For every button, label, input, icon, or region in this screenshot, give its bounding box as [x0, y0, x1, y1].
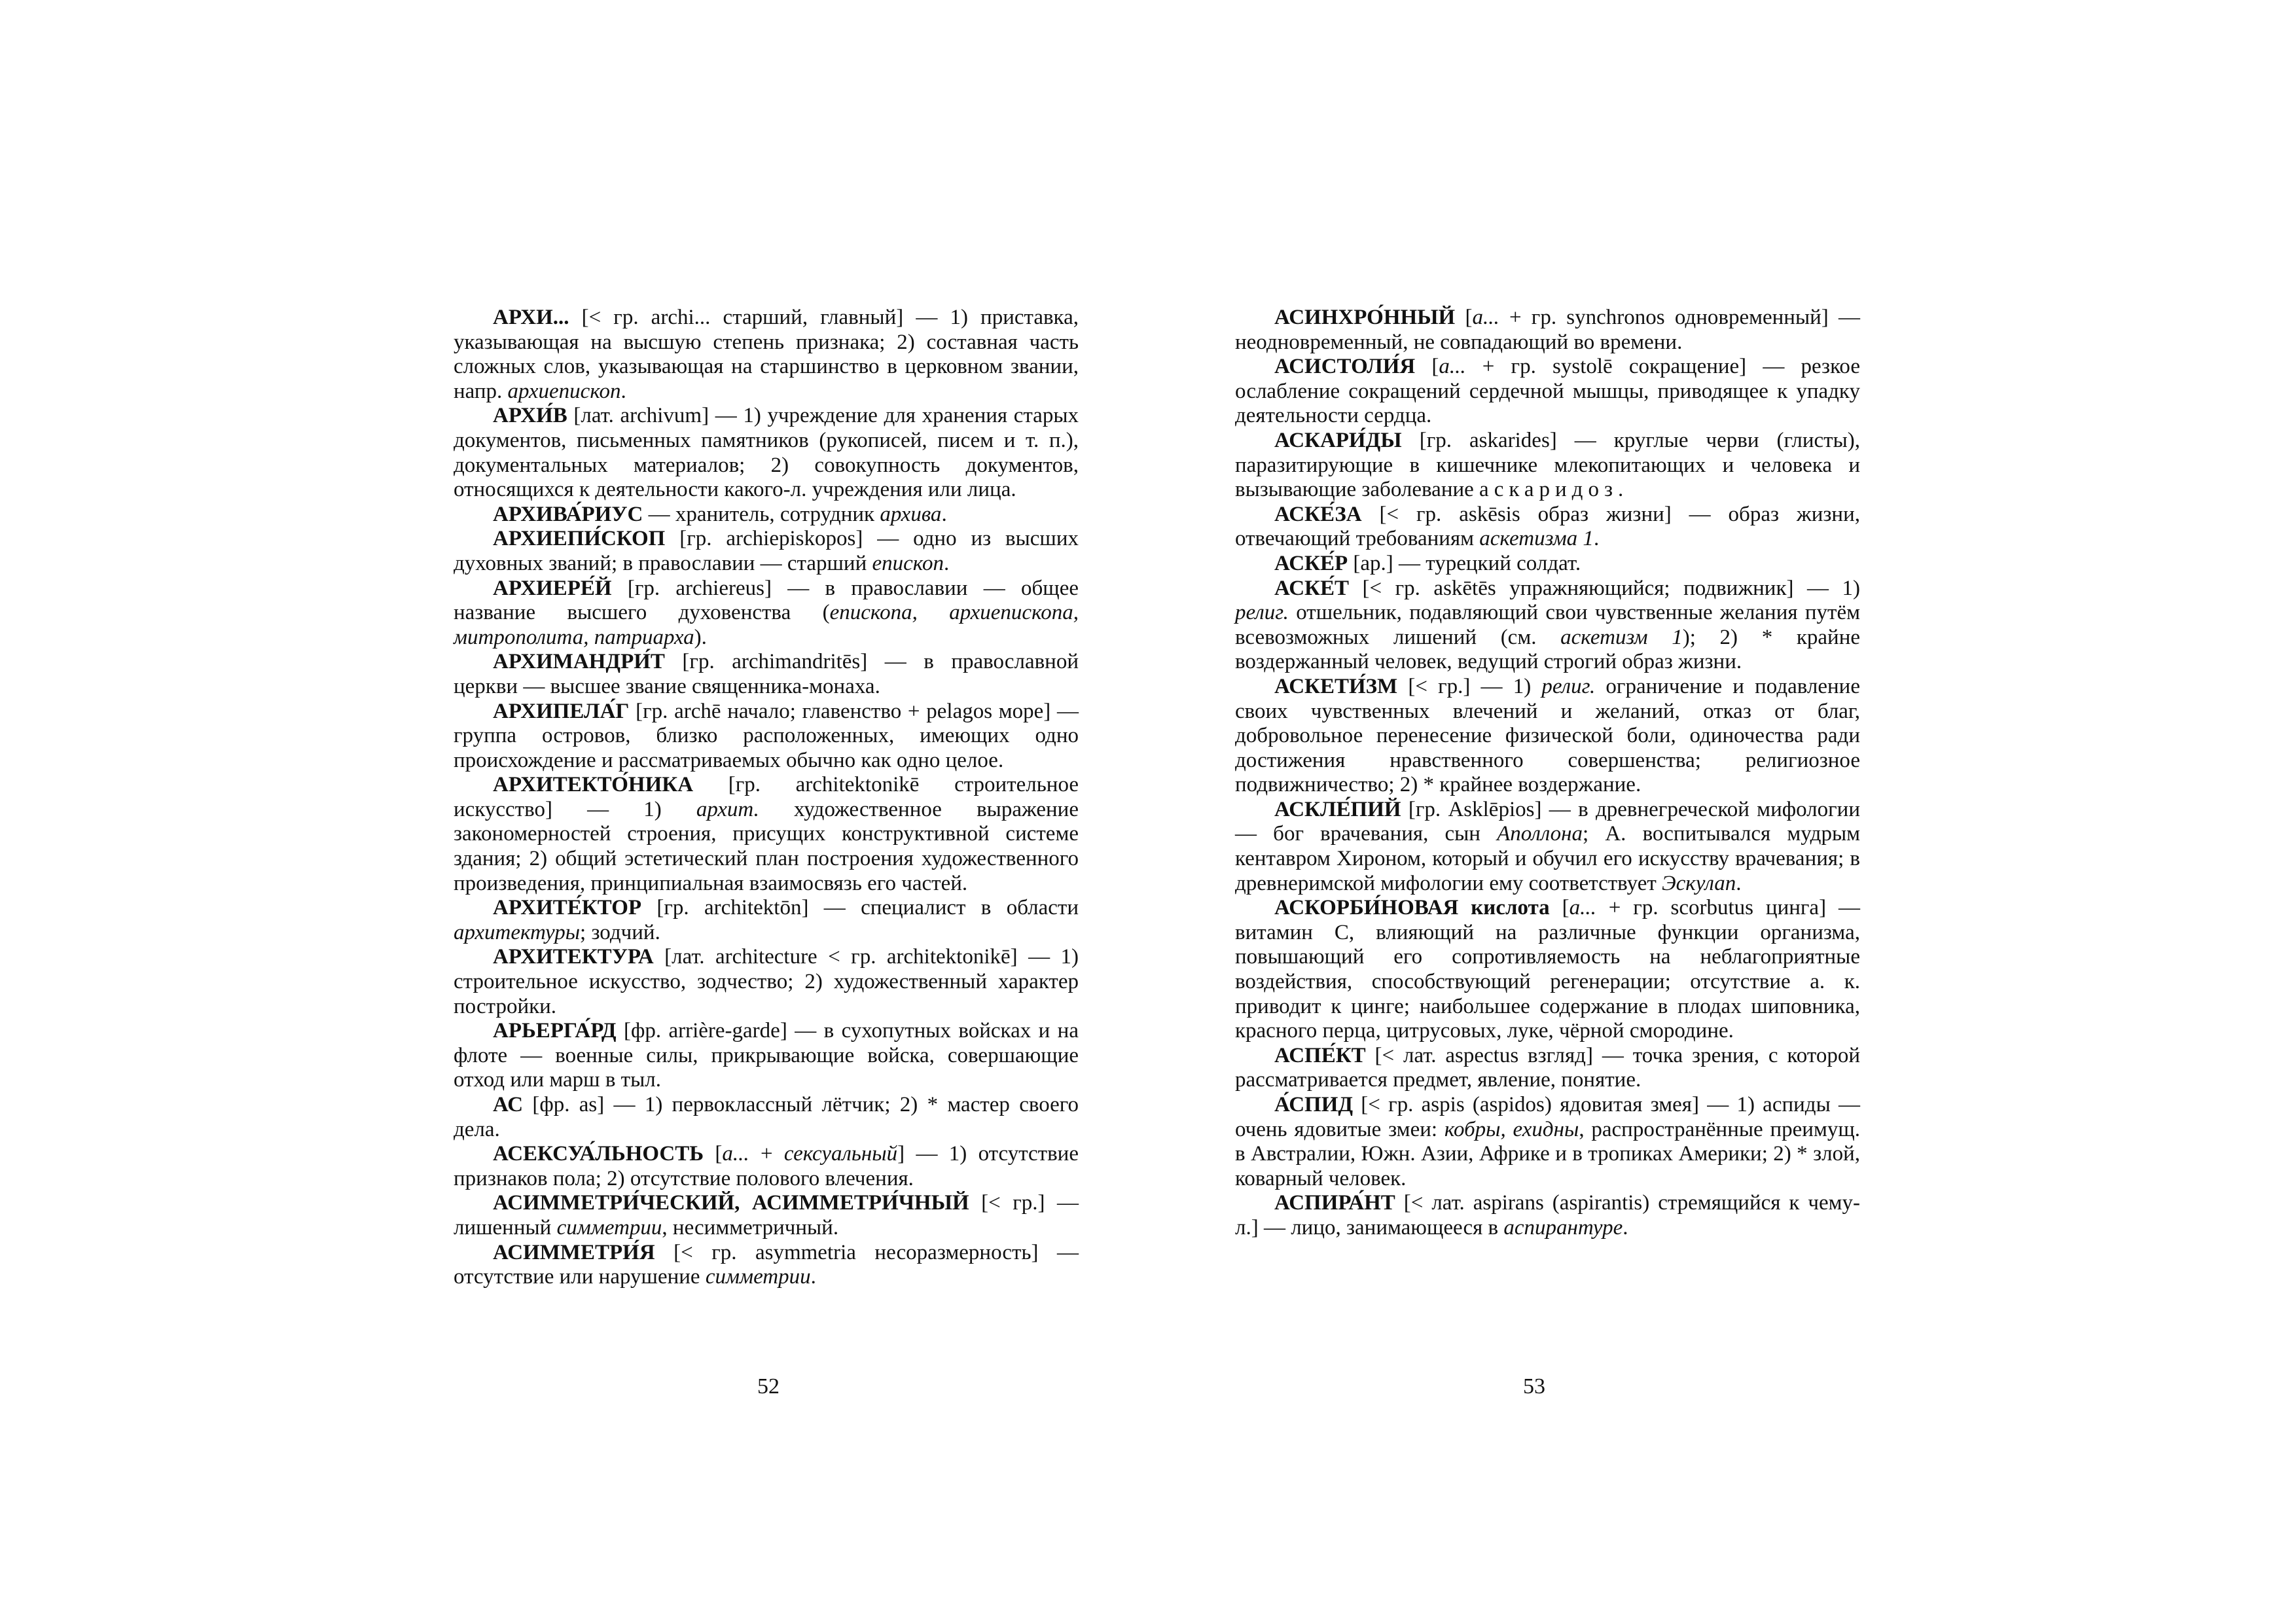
- definition-text: + гр. scorbutus цинга] — витамин С, влияющий на различные функции организма, повышающий его сопротивляемость на неблагоприятные воздействия, способствующий регенерации; отсутствие а. к. приводит к цинге; наибольшее содержание в плодах шиповника, красного перца, цитрусовых, луке, чёрной смородине.: [1235, 896, 1860, 1043]
- page-number: 53: [1523, 1374, 1545, 1399]
- dictionary-entry: [1235, 306, 1860, 355]
- definition-text: ограничение и подавление своих чувственных влечений и желаний, отказ от благ, добровольное перенесение физической боли, одиночества ради достижения нравственного совершенства; религиозное подвижничество; 2) * крайнее воздержание.: [1235, 674, 1860, 797]
- dictionary-entry: [454, 527, 1079, 576]
- definition-text: + гр. synchronos одновременный] — неодновременный, не совпадающий во времени.: [1235, 306, 1860, 354]
- italic-term: аскетизма 1: [1479, 527, 1594, 551]
- entry-headword: АРХИТЕКТУРА: [493, 945, 654, 969]
- entry-headword: АСИСТОЛИ́Я: [1274, 355, 1416, 379]
- entry-headword: АРХИМАНДРИ́Т: [493, 650, 665, 674]
- definition-text: [< лат. aspectus взгляд] — точка зрения, с которой рассматривается предмет, явление, понятие.: [1235, 1043, 1860, 1092]
- entry-headword: АСПЕ́КТ: [1274, 1043, 1366, 1067]
- dictionary-entry: [1235, 675, 1860, 798]
- definition-text: .: [810, 1265, 816, 1289]
- definition-text: [: [704, 1142, 723, 1166]
- italic-term: религ.: [1235, 601, 1289, 625]
- dictionary-entry: [1235, 577, 1860, 675]
- definition-text: [гр. Asklēpios] — в древнегреческой мифологии — бог врачевания, сын: [1235, 797, 1860, 846]
- spaced-term: аскаридоз: [1479, 478, 1619, 502]
- italic-term: епископа, архиепископа, митрополита, патриарха: [454, 601, 1079, 649]
- definition-text: [< гр. askētēs упражняющийся; подвижник] — 1): [1348, 576, 1860, 600]
- definition-text: ); 2) * крайне воздержанный человек, ведущий строгий образ жизни.: [1235, 625, 1861, 674]
- definition-text: .: [944, 551, 950, 575]
- dictionary-entry: [454, 404, 1079, 502]
- definition-text: [гр. archiereus] — в православии — общее название высшего духовенства (: [454, 576, 1079, 625]
- entry-headword: АСИНХРО́ННЫЙ: [1274, 306, 1456, 329]
- italic-term: епископ: [872, 551, 944, 575]
- definition-text: [< гр. asymmetria несоразмерность] — отсутствие или нарушение: [454, 1240, 1079, 1289]
- dictionary-entry: [454, 650, 1079, 699]
- definition-text: [< гр. aspis (aspidos) ядовитая змея] — 1) аспиды — очень ядовитые змеи:: [1235, 1093, 1860, 1141]
- italic-term: симметрии: [556, 1215, 662, 1240]
- dictionary-entry: [1235, 896, 1860, 1044]
- right-column: [1235, 306, 1860, 1241]
- definition-text: .: [1593, 527, 1600, 551]
- definition-text: [: [1549, 896, 1570, 920]
- entry-headword: АРХИТЕКТО́НИКА: [493, 773, 694, 797]
- italic-term: а...: [722, 1142, 749, 1166]
- italic-term: Эскулап: [1662, 871, 1736, 895]
- definition-text: , распространённые преимущ. в Австралии, Южн. Азии, Африке и в тропиках Америки; 2) * злой, коварный человек.: [1235, 1117, 1860, 1190]
- entry-headword: АСИММЕТРИ́ЧЕСКИЙ, АСИММЕТРИ́ЧНЫЙ: [493, 1191, 969, 1215]
- italic-term: архиепископ: [507, 379, 621, 403]
- entry-headword: АСКОРБИ́НОВАЯ кислота: [1274, 896, 1550, 920]
- definition-text: — хранитель, сотрудник: [643, 502, 880, 526]
- dictionary-entry: [454, 700, 1079, 774]
- dictionary-entry: [454, 306, 1079, 404]
- dictionary-entry: [1235, 552, 1860, 577]
- definition-text: [фр. arrière-garde] — в сухопутных войсках и на флоте — военные силы, прикрывающие войска, совершающие отход или марш в тыл.: [454, 1019, 1079, 1092]
- italic-term: а...: [1472, 306, 1499, 329]
- entry-headword: АСКЕ́Т: [1274, 576, 1349, 600]
- definition-text: [< гр. askēsis образ жизни] — образ жизни, отвечающий требованиям: [1235, 502, 1860, 551]
- dictionary-entry: [454, 945, 1079, 1019]
- dictionary-entry: [454, 577, 1079, 651]
- entry-headword: АСПИРА́НТ: [1274, 1191, 1395, 1215]
- definition-text: + гр. systolē сокращение] — резкое ослабление сокращений сердечной мышцы, приводящее к упадку деятельности сердца.: [1235, 355, 1860, 428]
- definition-text: .: [1618, 478, 1624, 502]
- definition-text: [гр. architektonikē строительное искусство] — 1): [454, 773, 1079, 821]
- italic-term: кобры, ехидны: [1444, 1117, 1579, 1141]
- dictionary-entry: [1235, 1093, 1860, 1191]
- definition-text: [: [1455, 306, 1473, 329]
- definition-text: [лат. architecture < гр. architektonikē] — 1) строительное искусство, зодчество; 2) художественный характер постройки.: [454, 945, 1079, 1018]
- italic-term: а...: [1439, 355, 1466, 379]
- dictionary-entry: [454, 1019, 1079, 1093]
- entry-headword: АС: [493, 1093, 524, 1116]
- definition-text: .: [1736, 871, 1742, 895]
- definition-text: +: [749, 1142, 784, 1166]
- dictionary-entry: [1235, 798, 1860, 896]
- definition-text: ).: [694, 625, 707, 649]
- dictionary-entry: [1235, 355, 1860, 429]
- entry-headword: АСКЕ́ЗА: [1274, 502, 1362, 526]
- definition-text: отшельник, подавляющий свои чувственные желания путём всевозможных лишений (см.: [1235, 601, 1860, 649]
- dictionary-entry: [454, 503, 1079, 527]
- entry-headword: АСКАРИ́ДЫ: [1274, 428, 1402, 452]
- definition-text: [гр. archimandritēs] — в православной церкви — высшее звание священника-монаха.: [454, 650, 1079, 698]
- italic-term: аспирантуре: [1503, 1215, 1623, 1240]
- entry-headword: АСЕКСУА́ЛЬНОСТЬ: [493, 1142, 704, 1166]
- definition-text: .: [941, 502, 947, 526]
- definition-text: [гр. archiepiskopos] — одно из высших духовных званий; в православии — старший: [454, 527, 1079, 575]
- page-number: 52: [757, 1374, 780, 1399]
- dictionary-entry: [1235, 503, 1860, 552]
- entry-headword: АСКЛЕ́ПИЙ: [1274, 797, 1401, 821]
- definition-text: [лат. archivum] — 1) учреждение для хранения старых документов, письменных памятников (рукописей, писем и т. п.), документальных материалов; 2) совокупность документов, относящихся к деятельности какого-л. учреждения или лица.: [454, 404, 1079, 502]
- definition-text: [гр. archē начало; главенство + pelagos море] — группа островов, близко расположенных, имеющих одно происхождение и рассматриваемых обычно как одно целое.: [454, 699, 1079, 772]
- definition-text: художественное выражение закономерностей строения, присущих конструктивной системе здания; 2) общий эстетический план построения художественного произведения, принципиальная взаимосвязь его частей.: [454, 797, 1079, 895]
- dictionary-entry: [1235, 429, 1860, 503]
- definition-text: [< гр.] — 1): [1397, 674, 1542, 698]
- dictionary-entry: [454, 773, 1079, 896]
- italic-term: симметрии: [705, 1265, 811, 1289]
- definition-text: [< гр. archi... старший, главный] — 1) приставка, указывающая на высшую степень признака; 2) составная часть сложных слов, указывающая на старшинство в церковном звании, напр.: [454, 306, 1079, 403]
- entry-headword: АСКЕ́Р: [1274, 551, 1348, 575]
- dictionary-entry: [1235, 1191, 1860, 1240]
- definition-text: [: [1415, 355, 1439, 379]
- entry-headword: АРЬЕРГА́РД: [493, 1019, 617, 1043]
- entry-headword: АСКЕТИ́ЗМ: [1274, 674, 1398, 698]
- left-column: [454, 306, 1079, 1290]
- definition-text: [< гр.] — лишенный: [454, 1191, 1079, 1240]
- italic-term: религ.: [1541, 674, 1596, 698]
- italic-term: аскетизм 1: [1560, 625, 1683, 649]
- italic-term: сексуальный: [783, 1142, 898, 1166]
- definition-text: .: [620, 379, 626, 403]
- definition-text: [ар.] — турецкий солдат.: [1348, 551, 1581, 575]
- definition-text: [< лат. aspirans (aspirantis) стремящийся к чему-л.] — лицо, занимающееся в: [1235, 1191, 1860, 1240]
- italic-term: а...: [1569, 896, 1596, 920]
- definition-text: , несимметричный.: [662, 1215, 839, 1240]
- dictionary-entry: [454, 1142, 1079, 1191]
- dictionary-entry: [454, 1191, 1079, 1240]
- entry-headword: А́СПИД: [1274, 1093, 1354, 1116]
- definition-text: .: [1623, 1215, 1628, 1240]
- italic-term: архит.: [696, 797, 759, 821]
- entry-headword: АРХИПЕЛА́Г: [493, 699, 630, 723]
- dictionary-entry: [454, 1093, 1079, 1142]
- definition-text: ] — 1) отсутствие признаков пола; 2) отсутствие полового влечения.: [454, 1142, 1079, 1190]
- entry-headword: АРХИЕРЕ́Й: [493, 576, 612, 600]
- italic-term: Аполлона: [1497, 822, 1583, 846]
- italic-term: архива: [880, 502, 942, 526]
- entry-headword: АРХИ...: [493, 306, 569, 329]
- dictionary-entry: [454, 896, 1079, 945]
- dictionary-entry: [454, 1241, 1079, 1290]
- entry-headword: АСИММЕТРИ́Я: [493, 1240, 655, 1264]
- entry-headword: АРХИТЕ́КТОР: [493, 896, 642, 920]
- definition-text: ; зодчий.: [580, 920, 660, 944]
- definition-text: ; А. воспитывался мудрым кентавром Хироном, который и обучил его искусству врачевания; в древнеримской мифологии ему соответствует: [1235, 822, 1860, 895]
- right-page: [1148, 0, 2296, 1623]
- italic-term: архитектуры: [454, 920, 581, 944]
- definition-text: [гр. askarides] — круглые черви (глисты), паразитирующие в кишечнике млекопитающих и человека и вызывающие заболевание: [1235, 428, 1860, 502]
- dictionary-entry: [1235, 1044, 1860, 1093]
- definition-text: [гр. architektōn] — специалист в области: [641, 896, 1079, 920]
- entry-headword: АРХИЕПИ́СКОП: [493, 527, 666, 551]
- entry-headword: АРХИВА́РИУС: [493, 502, 643, 526]
- entry-headword: АРХИ́В: [493, 404, 567, 428]
- definition-text: [фр. as] — 1) первоклассный лётчик; 2) * мастер своего дела.: [454, 1093, 1079, 1141]
